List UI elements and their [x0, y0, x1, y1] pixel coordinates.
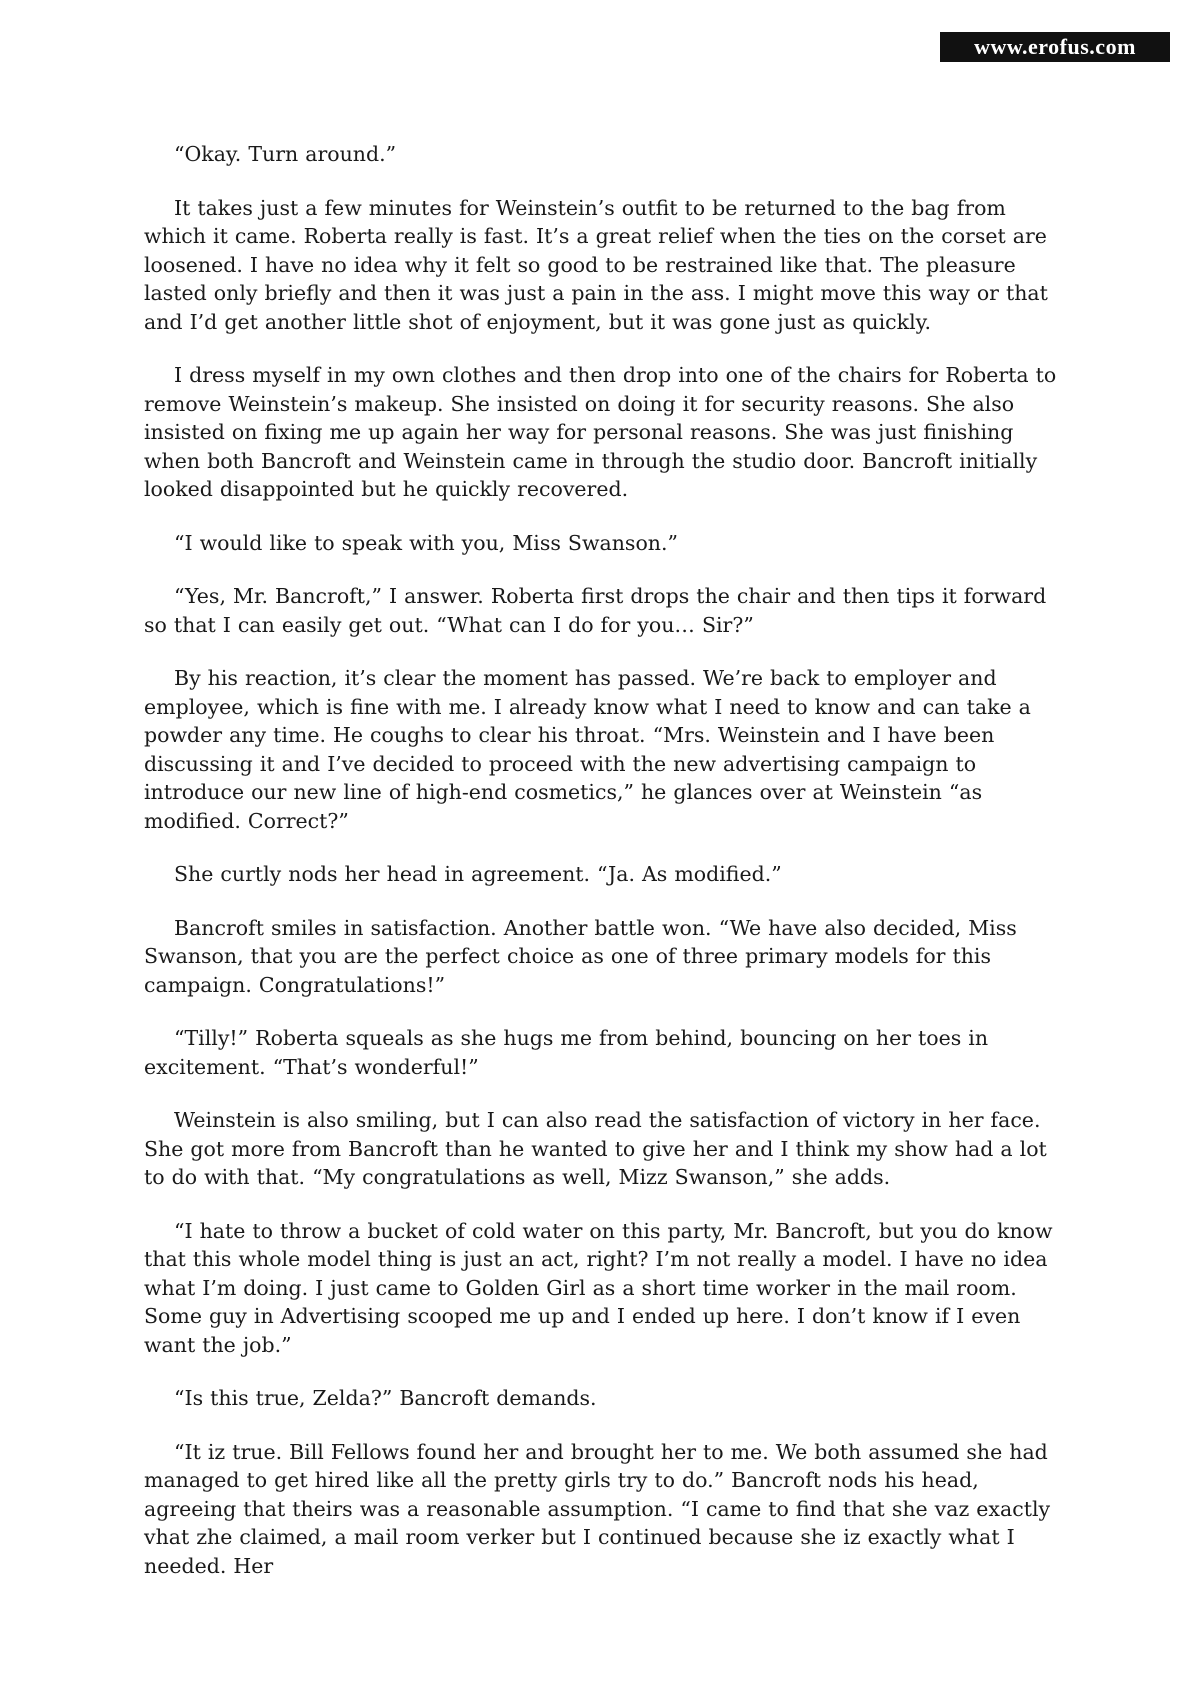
- paragraph: By his reaction, it’s clear the moment has passed. We’re back to employer and employee, which is fine with me. I already know what I need to know and can take a powder any time. He coughs to clear his throat. “Mrs. Weinstein and I have been discussing it and I’ve decided to proceed with the new advertising campaign to introduce our new line of high-end cosmetics,” he glances over at Weinstein “as modified. Correct?”: [144, 666, 1031, 833]
- paragraph: I dress myself in my own clothes and then drop into one of the chairs for Roberta to remove Weinstein’s makeup. She insisted on doing it for security reasons. She also insisted on fixing me up again her way for personal reasons. She was just finishing when both Bancroft and Weinstein came in through the studio door. Bancroft initially looked disappointed but he quickly recovered.: [144, 363, 1057, 501]
- paragraph: “I would like to speak with you, Miss Swanson.”: [174, 530, 678, 555]
- paragraph: “Tilly!” Roberta squeals as she hugs me from behind, bouncing on her toes in excitement. “That’s wonderful!”: [144, 1026, 989, 1079]
- paragraph: “I hate to throw a bucket of cold water on this party, Mr. Bancroft, but you do know that this whole model thing is just an act, right? I’m not really a model. I have no idea what I’m doing. I just came to Golden Girl as a short time worker in the mail room. Some guy in Advertising scooped me up and I ended up here. I don’t know if I even want the job.”: [144, 1218, 1053, 1357]
- paragraph: Bancroft smiles in satisfaction. Another battle won. “We have also decided, Miss Swanson, that you are the perfect choice as one of three primary models for this campaign. Congratulations!”: [144, 915, 1017, 997]
- paragraph: “It iz true. Bill Fellows found her and brought her to me. We both assumed she had managed to get hired like all the pretty girls try to do.” Bancroft nods his head, agreeing that theirs was a reasonable assumption. “I came to find that she vaz exactly vhat zhe claimed, a mail room verker but I continued because she iz exactly what I needed. Her: [144, 1439, 1051, 1578]
- watermark-logo: www.erofus.com: [940, 32, 1170, 62]
- paragraph: It takes just a few minutes for Weinstein’s outfit to be returned to the bag from which it came. Roberta really is fast. It’s a great relief when the ties on the corset are loosened. I have no idea why it felt so good to be restrained like that. The pleasure lasted only briefly and then it was just a pain in the ass. I might move this way or that and I’d get another little shot of enjoyment, but it was gone just as quickly.: [144, 195, 1048, 334]
- paragraph: “Okay. Turn around.”: [174, 142, 397, 166]
- story-text: [144, 140, 1074, 1605]
- paragraph: She curtly nods her head in agreement. “Ja. As modified.”: [174, 862, 782, 886]
- paragraph: “Yes, Mr. Bancroft,” I answer. Roberta first drops the chair and then tips it forward so that I can easily get out. “What can I do for you… Sir?”: [144, 584, 1047, 637]
- paragraph: “Is this true, Zelda?” Bancroft demands.: [174, 1386, 597, 1410]
- paragraph: Weinstein is also smiling, but I can also read the satisfaction of victory in her face. She got more from Bancroft than he wanted to give her and I think my show had a lot to do with that. “My congratulations as well, Mizz Swanson,” she adds.: [144, 1108, 1047, 1189]
